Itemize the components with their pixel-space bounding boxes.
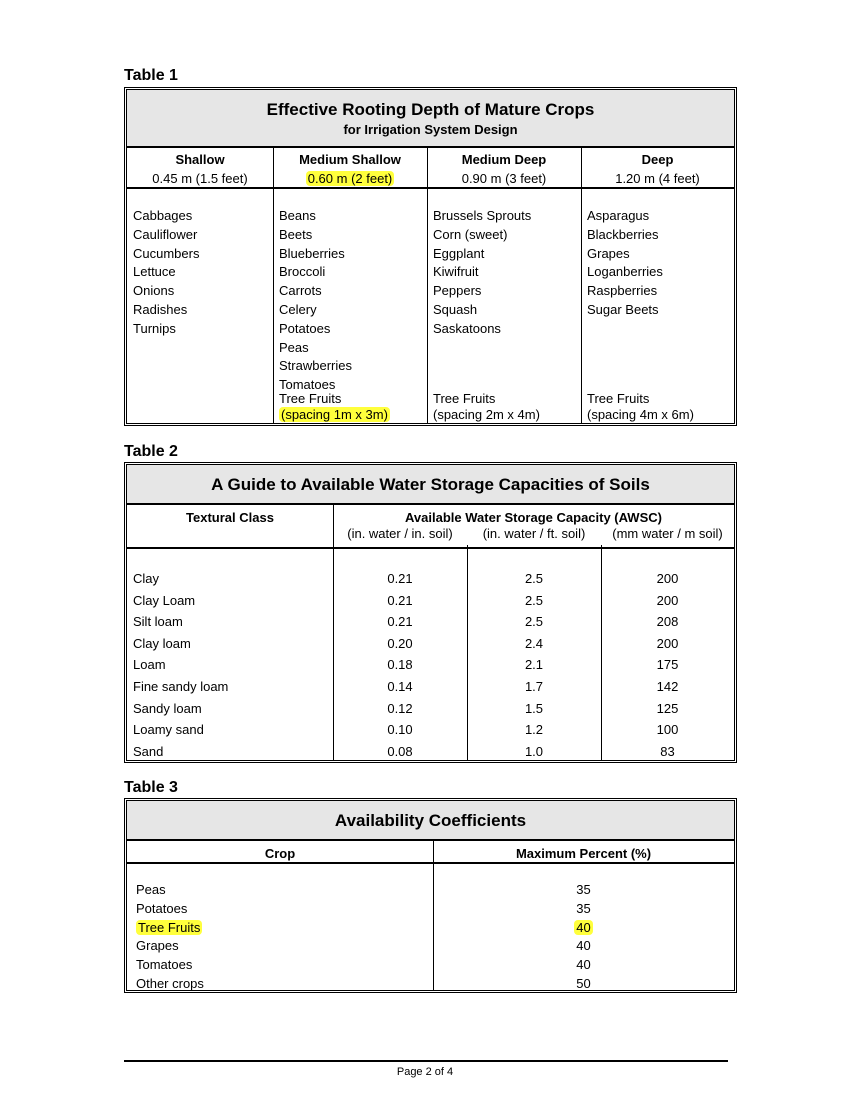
value-cell: 200 [656, 635, 679, 651]
value-cell: 2.1 [524, 657, 544, 673]
tree-fruits-label: Tree Fruits [433, 391, 496, 406]
table1-label: Table 1 [124, 67, 178, 84]
table2-frame [124, 462, 737, 763]
list-item: Grapes [587, 245, 630, 261]
table1-title-band [127, 90, 734, 148]
list-item: Lettuce [133, 264, 176, 280]
table1-frame [124, 87, 737, 426]
value-cell: 1.0 [524, 743, 544, 759]
list-item: Onions [133, 283, 175, 299]
list-item: Asparagus [587, 208, 650, 223]
value-cell: 40 [576, 957, 591, 973]
list-item: Loganberries [587, 264, 663, 280]
list-item: Beets [279, 226, 313, 242]
table1-header-medium-deep [427, 150, 581, 188]
table2-header-textural-class: Textural Class [186, 510, 274, 525]
list-item: Squash [433, 301, 478, 317]
table2-in-in-values [333, 568, 467, 762]
value-cell: 2.5 [524, 614, 544, 630]
value-cell: 100 [656, 722, 679, 738]
column-name: Deep [641, 152, 674, 167]
table3-label: Table 3 [124, 779, 178, 796]
table2-unit-mm-m: (mm water / m soil) [612, 526, 723, 541]
table2-unit-in-in: (in. water / in. soil) [347, 526, 453, 541]
table1-list-medium-deep [433, 207, 531, 339]
column-depth: 0.90 m (3 feet) [461, 171, 547, 186]
soil-name: Loamy sand [133, 722, 204, 738]
list-item: Sugar Beets [587, 301, 659, 317]
value-cell: 2.4 [524, 635, 544, 651]
value-cell: 175 [656, 657, 679, 673]
table2-in-ft-values [467, 568, 601, 762]
list-item: Tomatoes [279, 377, 336, 393]
table1-tree-fruits-medium-shallow [279, 391, 390, 423]
crop-name: Tomatoes [136, 957, 193, 973]
tree-fruits-spacing: (spacing 2m x 4m) [433, 407, 540, 422]
list-item: Beans [279, 208, 316, 223]
value-cell: 0.18 [387, 657, 413, 673]
list-item: Corn (sweet) [433, 226, 508, 242]
list-item: Potatoes [279, 320, 331, 336]
tree-fruits-label: Tree Fruits [587, 391, 650, 406]
soil-name: Clay [133, 571, 160, 586]
column-name: Medium Shallow [299, 152, 401, 167]
table1-header-medium-shallow [273, 150, 427, 188]
value-cell: 2.5 [524, 571, 544, 586]
crop-name: Grapes [136, 938, 179, 954]
value-cell: 1.7 [524, 678, 544, 694]
table3-header-max-percent: Maximum Percent (%) [515, 846, 652, 861]
list-item: Peppers [433, 283, 482, 299]
soil-name: Sand [133, 743, 164, 759]
value-cell: 40 [576, 938, 591, 954]
value-cell: 0.10 [387, 722, 413, 738]
list-item: Strawberries [279, 358, 352, 374]
list-item: Blackberries [587, 226, 659, 242]
table1-tree-fruits-deep [587, 391, 694, 423]
table1-list-medium-shallow [279, 207, 352, 395]
value-cell: 208 [656, 614, 679, 630]
table1-list-shallow [133, 207, 199, 339]
crop-name: Peas [136, 882, 166, 897]
table2-mm-m-values [601, 568, 734, 762]
table1-list-deep [587, 207, 663, 320]
table2-title: A Guide to Available Water Storage Capacities of Soils [211, 475, 650, 494]
tree-fruits-spacing-highlighted: (spacing 1m x 3m) [281, 407, 388, 422]
list-item: Carrots [279, 283, 322, 299]
value-cell: 2.5 [524, 592, 544, 608]
value-cell: 200 [656, 592, 679, 608]
page-number: Page 2 of 4 [396, 1066, 454, 1078]
list-item: Raspberries [587, 283, 658, 299]
tree-fruits-label: Tree Fruits [279, 391, 342, 406]
value-cell: 1.5 [524, 700, 544, 716]
footer-rule [124, 1060, 728, 1062]
value-cell: 83 [660, 743, 675, 759]
value-cell: 0.12 [387, 700, 413, 716]
table1-header-rule [127, 187, 734, 189]
value-cell: 0.21 [387, 614, 413, 630]
table3-frame [124, 798, 737, 993]
value-cell-highlighted: 40 [576, 919, 591, 935]
table1-tree-fruits-medium-deep [433, 391, 540, 423]
value-cell: 1.2 [524, 722, 544, 738]
column-name: Shallow [175, 152, 225, 167]
table3-max-values [433, 881, 734, 994]
soil-name: Clay Loam [133, 592, 196, 608]
column-divider [581, 146, 582, 423]
list-item: Brussels Sprouts [433, 208, 532, 223]
table3-header-crop: Crop [264, 846, 296, 861]
table2-label: Table 2 [124, 443, 178, 460]
table3-title-band [127, 801, 734, 841]
value-cell: 35 [576, 900, 591, 916]
table2-soil-list [133, 568, 228, 762]
list-item: Celery [279, 301, 317, 317]
tree-fruits-spacing: (spacing 4m x 6m) [587, 407, 694, 422]
table1-title: Effective Rooting Depth of Mature Crops [266, 100, 595, 119]
soil-name: Silt loam [133, 614, 183, 630]
table3-header-rule [127, 862, 734, 864]
list-item: Broccoli [279, 264, 326, 280]
column-divider [427, 146, 428, 423]
list-item: Eggplant [433, 245, 485, 261]
crop-name-highlighted: Tree Fruits [138, 919, 201, 935]
value-cell: 200 [656, 571, 679, 586]
table1-subtitle: for Irrigation System Design [343, 122, 518, 137]
table2-header-rule [127, 547, 734, 549]
column-depth-highlighted: 0.60 m (2 feet) [307, 171, 393, 186]
table2-header-awsc: Available Water Storage Capacity (AWSC) [405, 510, 662, 525]
value-cell: 0.08 [387, 743, 413, 759]
value-cell: 0.21 [387, 592, 413, 608]
list-item: Cabbages [133, 208, 193, 223]
column-depth: 1.20 m (4 feet) [615, 171, 700, 186]
list-item: Cucumbers [133, 245, 200, 261]
table2-title-band [127, 465, 734, 505]
table1-header-shallow [127, 150, 273, 188]
list-item: Cauliflower [133, 226, 198, 242]
crop-name: Potatoes [136, 900, 188, 916]
value-cell: 0.14 [387, 678, 413, 694]
list-item: Radishes [133, 301, 188, 317]
list-item: Saskatoons [433, 320, 501, 336]
value-cell: 35 [576, 882, 591, 897]
value-cell: 50 [576, 975, 591, 991]
list-item: Kiwifruit [433, 264, 479, 280]
value-cell: 125 [656, 700, 679, 716]
list-item: Turnips [133, 320, 176, 336]
column-divider [273, 146, 274, 423]
table3-title: Availability Coefficients [334, 811, 527, 830]
table1-header-deep [581, 150, 734, 188]
soil-name: Clay loam [133, 635, 191, 651]
table2-unit-in-ft: (in. water / ft. soil) [482, 526, 586, 541]
list-item: Peas [279, 339, 309, 355]
value-cell: 0.20 [387, 635, 413, 651]
soil-name: Fine sandy loam [133, 678, 229, 694]
column-depth: 0.45 m (1.5 feet) [152, 171, 248, 186]
value-cell: 0.21 [387, 571, 413, 586]
soil-name: Sandy loam [133, 700, 202, 716]
value-cell: 142 [656, 678, 679, 694]
column-name: Medium Deep [461, 152, 547, 167]
list-item: Blueberries [279, 245, 345, 261]
crop-name: Other crops [136, 975, 204, 991]
soil-name: Loam [133, 657, 166, 673]
table3-crop-list [136, 881, 204, 994]
